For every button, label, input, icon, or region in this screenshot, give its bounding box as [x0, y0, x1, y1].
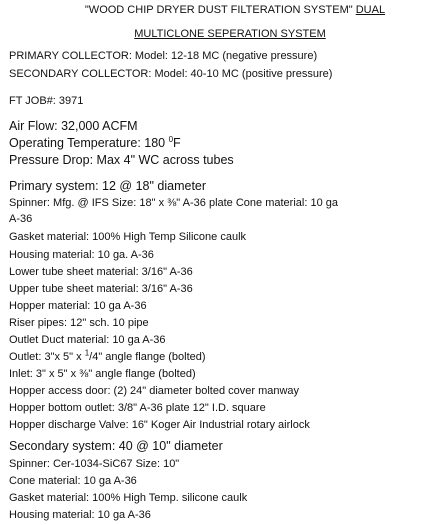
document-subtitle: MULTICLONE SEPERATION SYSTEM	[134, 28, 326, 40]
outlet-suffix: /4" angle flange (bolted)	[89, 351, 206, 363]
primary-spinner-line1: Spinner: Mfg. @ IFS Size: 18" x ⅜" A-36 plate Cone material: 10 ga	[9, 197, 338, 209]
primary-collector: PRIMARY COLLECTOR: Model: 12-18 MC (negative pressure)	[9, 50, 318, 62]
pressure-drop: Pressure Drop: Max 4" WC across tubes	[9, 153, 234, 167]
op-temp-text: Operating Temperature: 180	[9, 136, 169, 150]
op-temp-degree: 0	[168, 134, 174, 144]
job-number: FT JOB#: 3971	[9, 95, 84, 107]
list-item: Housing material: 10 ga. A-36	[9, 249, 154, 261]
list-item: Housing material: 10 ga A-36	[9, 509, 151, 521]
outlet-text: Outlet: 3"x 5" x	[9, 351, 85, 363]
op-temp-unit: F	[173, 136, 181, 150]
air-flow: Air Flow: 32,000 ACFM	[9, 119, 138, 133]
list-item: Lower tube sheet material: 3/16" A-36	[9, 266, 193, 278]
list-item: Inlet: 3" x 5" x ⅜" angle flange (bolted)	[9, 368, 196, 380]
list-item: Gasket material: 100% High Temp Silicone caulk	[9, 231, 247, 243]
list-item: Spinner: Cer-1034-SiC67 Size: 10"	[9, 458, 180, 470]
list-item: Upper tube sheet material: 3/16" A-36	[9, 283, 193, 295]
operating-temperature	[9, 135, 181, 151]
secondary-collector: SECONDARY COLLECTOR: Model: 40-10 MC (positive pressure)	[9, 68, 333, 80]
title-dual: DUAL	[355, 4, 386, 16]
list-item: Gasket material: 100% High Temp. silicone caulk	[9, 492, 248, 504]
list-item: Hopper material: 10 ga A-36	[9, 300, 147, 312]
document-title	[20, 3, 430, 17]
primary-system-heading: Primary system: 12 @ 18" diameter	[9, 179, 207, 193]
primary-spinner-line2: A-36	[9, 213, 33, 225]
title-text: "WOOD CHIP DRYER DUST FILTERATION SYSTEM"	[84, 4, 356, 16]
list-item: Hopper access door: (2) 24" diameter bolted cover manway	[9, 385, 300, 397]
outlet-spec	[9, 350, 206, 364]
list-item: Hopper discharge Valve: 16" Koger Air Industrial rotary airlock	[9, 419, 310, 431]
list-item: Cone material: 10 ga A-36	[9, 475, 137, 487]
secondary-system-heading: Secondary system: 40 @ 10" diameter	[9, 439, 223, 453]
list-item: Outlet Duct material: 10 ga A-36	[9, 334, 166, 346]
outlet-sup: 1	[84, 348, 90, 358]
list-item: Hopper bottom outlet: 3/8" A-36 plate 12" I.D. square	[9, 402, 266, 414]
list-item: Riser pipes: 12" sch. 10 pipe	[9, 317, 149, 329]
